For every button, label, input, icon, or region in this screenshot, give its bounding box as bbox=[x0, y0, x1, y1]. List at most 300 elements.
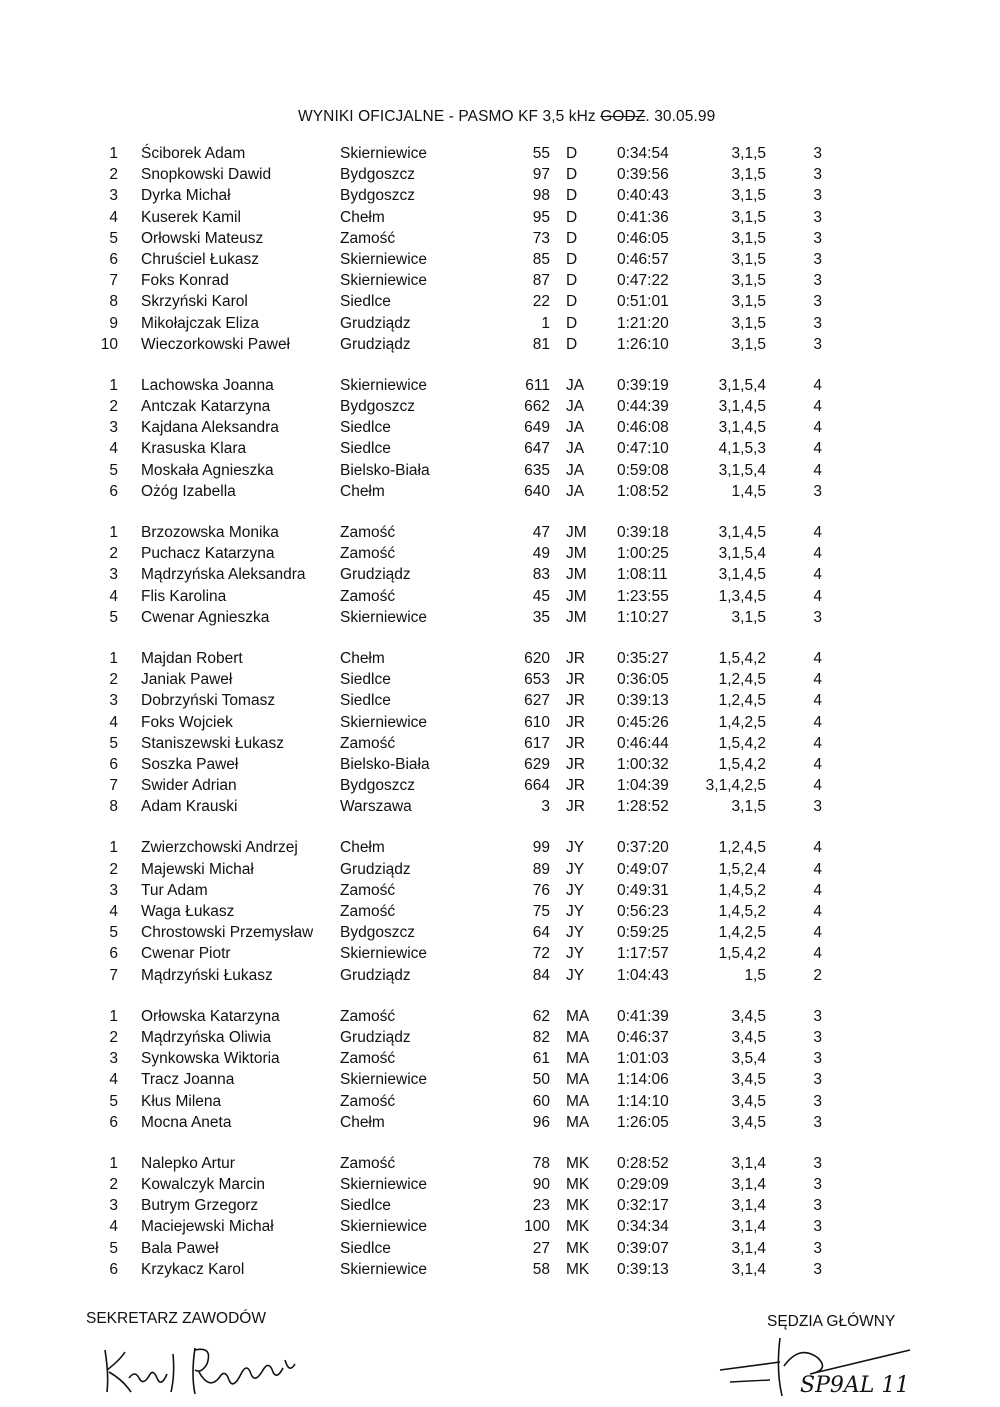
cell-combo: 3,1,5 bbox=[731, 250, 766, 268]
result-row bbox=[0, 588, 1000, 609]
cell-count: 3 bbox=[813, 145, 822, 162]
cell-count: 4 bbox=[813, 524, 822, 541]
cell-num: 35 bbox=[532, 608, 550, 626]
cell-combo: 1,5,4,2 bbox=[718, 649, 766, 667]
cell-num: 49 bbox=[532, 545, 550, 563]
result-row bbox=[0, 1008, 1000, 1029]
cell-num: 78 bbox=[532, 1154, 550, 1172]
cell-cat: D bbox=[566, 166, 578, 184]
cell-city: Skierniewice bbox=[340, 608, 428, 626]
cell-place: 5 bbox=[109, 461, 118, 479]
cell-num: 647 bbox=[524, 440, 550, 458]
cell-city: Zamość bbox=[340, 903, 396, 920]
cell-count: 4 bbox=[813, 376, 822, 394]
cell-num: 50 bbox=[532, 1071, 550, 1089]
cell-count: 3 bbox=[813, 608, 822, 626]
cell-count: 4 bbox=[813, 713, 822, 731]
cell-time: 0:49:31 bbox=[617, 881, 669, 899]
cell-num: 611 bbox=[525, 376, 550, 394]
cell-num: 62 bbox=[532, 1007, 550, 1025]
cell-cat: MA bbox=[566, 1071, 590, 1089]
cell-place: 4 bbox=[109, 208, 118, 226]
cell-count: 3 bbox=[813, 1218, 822, 1236]
result-row bbox=[0, 1029, 1000, 1050]
cell-count: 4 bbox=[813, 692, 822, 710]
title-prefix: WYNIKI OFICJALNE - PASMO KF 3,5 kHz bbox=[298, 108, 596, 125]
cell-combo: 3,4,5 bbox=[731, 1113, 766, 1131]
cell-place: 7 bbox=[109, 777, 118, 795]
cell-num: 84 bbox=[532, 966, 550, 984]
cell-combo: 3,1,5 bbox=[731, 314, 766, 332]
cell-city: Chełm bbox=[340, 649, 385, 667]
cell-name: Mądrzyńska Aleksandra bbox=[141, 566, 306, 584]
cell-cat: JY bbox=[566, 966, 585, 984]
cell-city: Siedlce bbox=[340, 440, 391, 458]
cell-combo: 1,5,2,4 bbox=[718, 860, 766, 878]
result-row bbox=[0, 903, 1000, 924]
cell-time: 0:34:34 bbox=[617, 1218, 669, 1236]
cell-combo: 3,1,5 bbox=[731, 187, 766, 205]
cell-cat: MK bbox=[566, 1197, 590, 1215]
cell-name: Kowalczyk Marcin bbox=[141, 1176, 266, 1194]
cell-num: 617 bbox=[524, 734, 550, 752]
cell-combo: 3,1,4,2,5 bbox=[705, 777, 766, 795]
cell-city: Zamość bbox=[340, 1154, 396, 1172]
cell-city: Grudziądz bbox=[340, 1028, 411, 1046]
cell-combo: 3,1,5 bbox=[731, 272, 766, 290]
cell-num: 47 bbox=[532, 524, 550, 541]
cell-cat: JY bbox=[566, 945, 585, 963]
cell-name: Mądrzyńska Oliwia bbox=[141, 1028, 272, 1046]
cell-num: 81 bbox=[532, 335, 550, 353]
cell-count: 4 bbox=[813, 881, 822, 899]
cell-name: Adam Krauski bbox=[141, 798, 238, 816]
result-row bbox=[0, 609, 1000, 630]
cell-time: 0:47:10 bbox=[617, 440, 669, 458]
cell-time: 0:46:44 bbox=[617, 734, 669, 752]
cell-num: 27 bbox=[532, 1239, 550, 1257]
cell-num: 653 bbox=[524, 671, 550, 689]
cell-time: 1:26:10 bbox=[617, 335, 669, 353]
cell-city: Chełm bbox=[340, 482, 385, 500]
cell-cat: JA bbox=[566, 440, 585, 458]
cell-city: Bydgoszcz bbox=[340, 166, 415, 184]
cell-count: 3 bbox=[813, 1092, 822, 1110]
cell-count: 4 bbox=[813, 777, 822, 795]
cell-place: 4 bbox=[109, 1071, 118, 1089]
cell-name: Dyrka Michał bbox=[141, 187, 231, 205]
cell-name: Skrzyński Karol bbox=[141, 293, 248, 311]
cell-combo: 1,4,5,2 bbox=[718, 903, 766, 920]
result-row bbox=[0, 251, 1000, 272]
results-list bbox=[0, 145, 1000, 1302]
cell-time: 0:46:05 bbox=[617, 229, 669, 247]
cell-combo: 3,1,4,5 bbox=[718, 398, 766, 416]
cell-combo: 3,1,5 bbox=[731, 335, 766, 353]
cell-combo: 3,4,5 bbox=[731, 1071, 766, 1089]
result-row bbox=[0, 293, 1000, 314]
cell-city: Bydgoszcz bbox=[340, 187, 415, 205]
cell-count: 4 bbox=[813, 419, 822, 437]
result-row bbox=[0, 315, 1000, 336]
cell-name: Bala Paweł bbox=[141, 1239, 219, 1257]
cell-num: 83 bbox=[532, 566, 550, 584]
result-row bbox=[0, 187, 1000, 208]
result-row bbox=[0, 545, 1000, 566]
cell-num: 97 bbox=[532, 166, 550, 184]
cell-num: 96 bbox=[532, 1113, 550, 1131]
cell-city: Skierniewice bbox=[340, 250, 428, 268]
cell-time: 0:39:13 bbox=[617, 1260, 669, 1278]
result-row bbox=[0, 714, 1000, 735]
cell-name: Mikołajczak Eliza bbox=[141, 314, 260, 332]
cell-time: 0:49:07 bbox=[617, 860, 669, 878]
cell-time: 0:44:39 bbox=[617, 398, 669, 416]
cell-cat: JM bbox=[566, 545, 587, 563]
cell-cat: JR bbox=[566, 734, 585, 752]
cell-city: Zamość bbox=[340, 545, 396, 563]
cell-num: 60 bbox=[532, 1092, 550, 1110]
result-row bbox=[0, 1197, 1000, 1218]
cell-time: 1:28:52 bbox=[617, 798, 669, 816]
result-row bbox=[0, 230, 1000, 251]
cell-count: 4 bbox=[813, 649, 822, 667]
cell-num: 73 bbox=[532, 229, 550, 247]
cell-name: Majewski Michał bbox=[141, 860, 254, 878]
cell-num: 664 bbox=[524, 777, 550, 795]
cell-count: 3 bbox=[813, 1028, 822, 1046]
cell-count: 3 bbox=[813, 293, 822, 311]
cell-num: 55 bbox=[532, 145, 550, 162]
cell-time: 0:41:36 bbox=[617, 208, 669, 226]
cell-place: 7 bbox=[109, 272, 118, 290]
cell-city: Zamość bbox=[340, 1007, 396, 1025]
cell-place: 1 bbox=[109, 1007, 118, 1025]
cell-place: 6 bbox=[109, 482, 118, 500]
result-row bbox=[0, 798, 1000, 819]
cell-name: Zwierzchowski Andrzej bbox=[141, 839, 298, 857]
result-row bbox=[0, 671, 1000, 692]
cell-cat: D bbox=[566, 293, 578, 311]
cell-combo: 3,1,4 bbox=[731, 1176, 766, 1194]
cell-name: Cwenar Piotr bbox=[141, 945, 231, 963]
cell-time: 1:14:06 bbox=[617, 1071, 669, 1089]
cell-time: 0:37:20 bbox=[617, 839, 669, 857]
cell-city: Zamość bbox=[340, 881, 396, 899]
cell-count: 3 bbox=[813, 798, 822, 816]
cell-cat: D bbox=[566, 250, 578, 268]
cell-count: 4 bbox=[813, 398, 822, 416]
cell-city: Skierniewice bbox=[340, 145, 428, 162]
result-row bbox=[0, 882, 1000, 903]
cell-num: 72 bbox=[532, 945, 550, 963]
cell-city: Zamość bbox=[340, 524, 396, 541]
judge-signature-text: SP9AL 11 bbox=[800, 1373, 910, 1398]
judge-label: SĘDZIA GŁÓWNY bbox=[767, 1313, 896, 1330]
cell-name: Dobrzyński Tomasz bbox=[141, 692, 276, 710]
result-group bbox=[0, 839, 1000, 987]
cell-city: Bydgoszcz bbox=[340, 398, 415, 416]
cell-place: 8 bbox=[109, 798, 118, 816]
cell-city: Grudziądz bbox=[340, 314, 411, 332]
cell-cat: JA bbox=[566, 398, 585, 416]
cell-name: Flis Karolina bbox=[141, 587, 227, 605]
cell-count: 3 bbox=[813, 1050, 822, 1068]
cell-num: 22 bbox=[532, 293, 550, 311]
cell-count: 3 bbox=[813, 1113, 822, 1131]
cell-cat: JA bbox=[566, 482, 585, 500]
result-group bbox=[0, 650, 1000, 820]
cell-city: Grudziądz bbox=[340, 860, 411, 878]
cell-place: 1 bbox=[109, 839, 118, 857]
cell-cat: JR bbox=[566, 713, 585, 731]
cell-name: Ożóg Izabella bbox=[141, 482, 236, 500]
cell-combo: 3,1,4 bbox=[731, 1218, 766, 1236]
title-date: . 30.05.99 bbox=[645, 108, 716, 125]
cell-cat: JM bbox=[566, 587, 587, 605]
result-row bbox=[0, 1114, 1000, 1135]
cell-count: 3 bbox=[813, 335, 822, 353]
cell-name: Krasuska Klara bbox=[141, 440, 247, 458]
cell-combo: 1,2,4,5 bbox=[718, 671, 766, 689]
cell-place: 3 bbox=[109, 187, 118, 205]
cell-cat: MA bbox=[566, 1092, 590, 1110]
cell-count: 4 bbox=[813, 461, 822, 479]
cell-name: Chrostowski Przemysław bbox=[141, 924, 314, 942]
cell-city: Grudziądz bbox=[340, 566, 411, 584]
result-row bbox=[0, 483, 1000, 504]
cell-cat: JY bbox=[566, 924, 585, 942]
cell-name: Synkowska Wiktoria bbox=[141, 1050, 280, 1068]
cell-place: 3 bbox=[109, 1050, 118, 1068]
cell-time: 1:01:03 bbox=[617, 1050, 669, 1068]
cell-count: 3 bbox=[813, 1071, 822, 1089]
cell-num: 87 bbox=[532, 272, 550, 290]
cell-place: 4 bbox=[109, 587, 118, 605]
cell-place: 3 bbox=[109, 1197, 118, 1215]
cell-cat: MA bbox=[566, 1007, 590, 1025]
cell-time: 1:10:27 bbox=[617, 608, 669, 626]
cell-combo: 3,4,5 bbox=[731, 1092, 766, 1110]
cell-name: Nalepko Artur bbox=[141, 1154, 235, 1172]
result-row bbox=[0, 756, 1000, 777]
cell-count: 3 bbox=[813, 1154, 822, 1172]
result-group bbox=[0, 145, 1000, 357]
cell-combo: 3,1,5 bbox=[731, 229, 766, 247]
cell-city: Chełm bbox=[340, 208, 385, 226]
cell-cat: JY bbox=[566, 860, 585, 878]
cell-cat: JR bbox=[566, 755, 585, 773]
cell-time: 0:36:05 bbox=[617, 671, 669, 689]
cell-city: Zamość bbox=[340, 587, 396, 605]
cell-cat: MK bbox=[566, 1239, 590, 1257]
cell-cat: JM bbox=[566, 566, 587, 584]
cell-count: 4 bbox=[813, 440, 822, 458]
cell-cat: JR bbox=[566, 692, 585, 710]
cell-combo: 3,1,5 bbox=[731, 608, 766, 626]
cell-num: 635 bbox=[524, 461, 550, 479]
cell-name: Krzykacz Karol bbox=[141, 1260, 245, 1278]
cell-place: 5 bbox=[109, 1239, 118, 1257]
cell-cat: D bbox=[566, 314, 578, 332]
cell-count: 3 bbox=[813, 482, 822, 500]
cell-time: 0:59:25 bbox=[617, 924, 669, 942]
result-row bbox=[0, 1050, 1000, 1071]
cell-num: 99 bbox=[532, 839, 550, 857]
cell-combo: 1,4,2,5 bbox=[718, 713, 766, 731]
cell-city: Warszawa bbox=[340, 798, 412, 816]
cell-cat: MK bbox=[566, 1218, 590, 1236]
cell-place: 4 bbox=[109, 903, 118, 920]
cell-city: Zamość bbox=[340, 229, 396, 247]
cell-cat: JR bbox=[566, 798, 585, 816]
result-row bbox=[0, 1218, 1000, 1239]
cell-combo: 1,5,4,2 bbox=[718, 734, 766, 752]
cell-place: 6 bbox=[109, 1113, 118, 1131]
cell-combo: 3,1,5,4 bbox=[718, 461, 766, 479]
cell-place: 3 bbox=[109, 566, 118, 584]
cell-count: 3 bbox=[813, 272, 822, 290]
cell-name: Kajdana Aleksandra bbox=[141, 419, 279, 437]
cell-combo: 1,4,5,2 bbox=[718, 881, 766, 899]
cell-count: 4 bbox=[813, 671, 822, 689]
cell-city: Siedlce bbox=[340, 1197, 391, 1215]
cell-num: 649 bbox=[524, 419, 550, 437]
cell-name: Moskała Agnieszka bbox=[141, 461, 274, 479]
judge-signature bbox=[700, 1330, 930, 1400]
cell-place: 2 bbox=[109, 1176, 118, 1194]
cell-place: 1 bbox=[109, 524, 118, 541]
result-row bbox=[0, 377, 1000, 398]
cell-city: Skierniewice bbox=[340, 1218, 428, 1236]
cell-count: 3 bbox=[813, 250, 822, 268]
cell-cat: MA bbox=[566, 1050, 590, 1068]
cell-city: Zamość bbox=[340, 1092, 396, 1110]
cell-combo: 1,2,4,5 bbox=[718, 692, 766, 710]
cell-name: Foks Wojciek bbox=[141, 713, 233, 731]
result-row bbox=[0, 1071, 1000, 1092]
cell-place: 2 bbox=[109, 545, 118, 563]
cell-name: Waga Łukasz bbox=[141, 903, 235, 920]
cell-time: 0:39:18 bbox=[617, 524, 669, 541]
page-title bbox=[298, 108, 715, 126]
cell-cat: JA bbox=[566, 419, 585, 437]
result-row bbox=[0, 398, 1000, 419]
cell-combo: 3,1,5 bbox=[731, 166, 766, 184]
cell-cat: D bbox=[566, 187, 578, 205]
cell-count: 3 bbox=[813, 229, 822, 247]
cell-name: Mądrzyński Łukasz bbox=[141, 966, 273, 984]
cell-time: 0:51:01 bbox=[617, 293, 669, 311]
cell-num: 627 bbox=[524, 692, 550, 710]
cell-place: 3 bbox=[109, 692, 118, 710]
cell-place: 2 bbox=[109, 166, 118, 184]
cell-cat: JR bbox=[566, 777, 585, 795]
cell-count: 4 bbox=[813, 587, 822, 605]
cell-name: Maciejewski Michał bbox=[141, 1218, 274, 1236]
cell-time: 1:00:25 bbox=[617, 545, 669, 563]
cell-time: 0:39:19 bbox=[617, 376, 669, 394]
cell-cat: JA bbox=[566, 461, 585, 479]
cell-name: Snopkowski Dawid bbox=[141, 166, 272, 184]
cell-name: Majdan Robert bbox=[141, 649, 243, 667]
cell-cat: JR bbox=[566, 671, 585, 689]
cell-place: 5 bbox=[109, 608, 118, 626]
cell-combo: 3,5,4 bbox=[731, 1050, 766, 1068]
cell-cat: JY bbox=[566, 881, 585, 899]
cell-name: Brzozowska Monika bbox=[141, 524, 279, 541]
cell-count: 4 bbox=[813, 755, 822, 773]
cell-place: 5 bbox=[109, 229, 118, 247]
secretary-signature bbox=[95, 1330, 325, 1400]
cell-count: 3 bbox=[813, 1197, 822, 1215]
cell-place: 6 bbox=[109, 250, 118, 268]
cell-place: 6 bbox=[109, 1260, 118, 1278]
cell-time: 0:45:26 bbox=[617, 713, 669, 731]
cell-name: Cwenar Agnieszka bbox=[141, 608, 270, 626]
cell-count: 2 bbox=[813, 966, 822, 984]
cell-combo: 1,4,5 bbox=[731, 482, 766, 500]
cell-name: Chruściel Łukasz bbox=[141, 250, 260, 268]
cell-city: Siedlce bbox=[340, 293, 391, 311]
cell-name: Tur Adam bbox=[141, 881, 208, 899]
cell-num: 1 bbox=[541, 314, 550, 332]
cell-time: 1:04:39 bbox=[617, 777, 669, 795]
cell-name: Staniszewski Łukasz bbox=[141, 734, 285, 752]
cell-time: 0:32:17 bbox=[617, 1197, 669, 1215]
cell-place: 7 bbox=[109, 966, 118, 984]
cell-name: Mocna Aneta bbox=[141, 1113, 232, 1131]
cell-combo: 3,4,5 bbox=[731, 1028, 766, 1046]
cell-combo: 3,1,4 bbox=[731, 1154, 766, 1172]
result-row bbox=[0, 336, 1000, 357]
cell-city: Siedlce bbox=[340, 419, 391, 437]
cell-city: Chełm bbox=[340, 839, 385, 857]
cell-num: 58 bbox=[532, 1260, 550, 1278]
cell-time: 1:26:05 bbox=[617, 1113, 669, 1131]
cell-time: 0:29:09 bbox=[617, 1176, 669, 1194]
cell-combo: 1,5 bbox=[744, 966, 766, 984]
cell-place: 9 bbox=[109, 314, 118, 332]
result-row bbox=[0, 1093, 1000, 1114]
cell-combo: 3,1,4 bbox=[731, 1239, 766, 1257]
cell-place: 10 bbox=[100, 335, 118, 353]
cell-time: 1:17:57 bbox=[617, 945, 669, 963]
cell-place: 6 bbox=[109, 755, 118, 773]
cell-cat: JY bbox=[566, 839, 585, 857]
cell-num: 90 bbox=[532, 1176, 550, 1194]
cell-num: 85 bbox=[532, 250, 550, 268]
cell-city: Skierniewice bbox=[340, 1071, 428, 1089]
cell-num: 45 bbox=[532, 587, 550, 605]
secretary-label: SEKRETARZ ZAWODÓW bbox=[86, 1310, 266, 1327]
cell-name: Orłowski Mateusz bbox=[141, 229, 264, 247]
cell-time: 0:34:54 bbox=[617, 145, 669, 162]
cell-place: 1 bbox=[109, 1154, 118, 1172]
cell-cat: D bbox=[566, 208, 578, 226]
cell-num: 64 bbox=[532, 924, 550, 942]
cell-combo: 1,3,4,5 bbox=[718, 587, 766, 605]
result-row bbox=[0, 861, 1000, 882]
cell-name: Orłowska Katarzyna bbox=[141, 1007, 280, 1025]
cell-city: Siedlce bbox=[340, 671, 391, 689]
cell-city: Bielsko-Biała bbox=[340, 461, 430, 479]
cell-cat: MK bbox=[566, 1176, 590, 1194]
cell-time: 0:41:39 bbox=[617, 1007, 669, 1025]
cell-name: Ściborek Adam bbox=[141, 145, 246, 162]
cell-place: 3 bbox=[109, 881, 118, 899]
cell-num: 95 bbox=[532, 208, 550, 226]
